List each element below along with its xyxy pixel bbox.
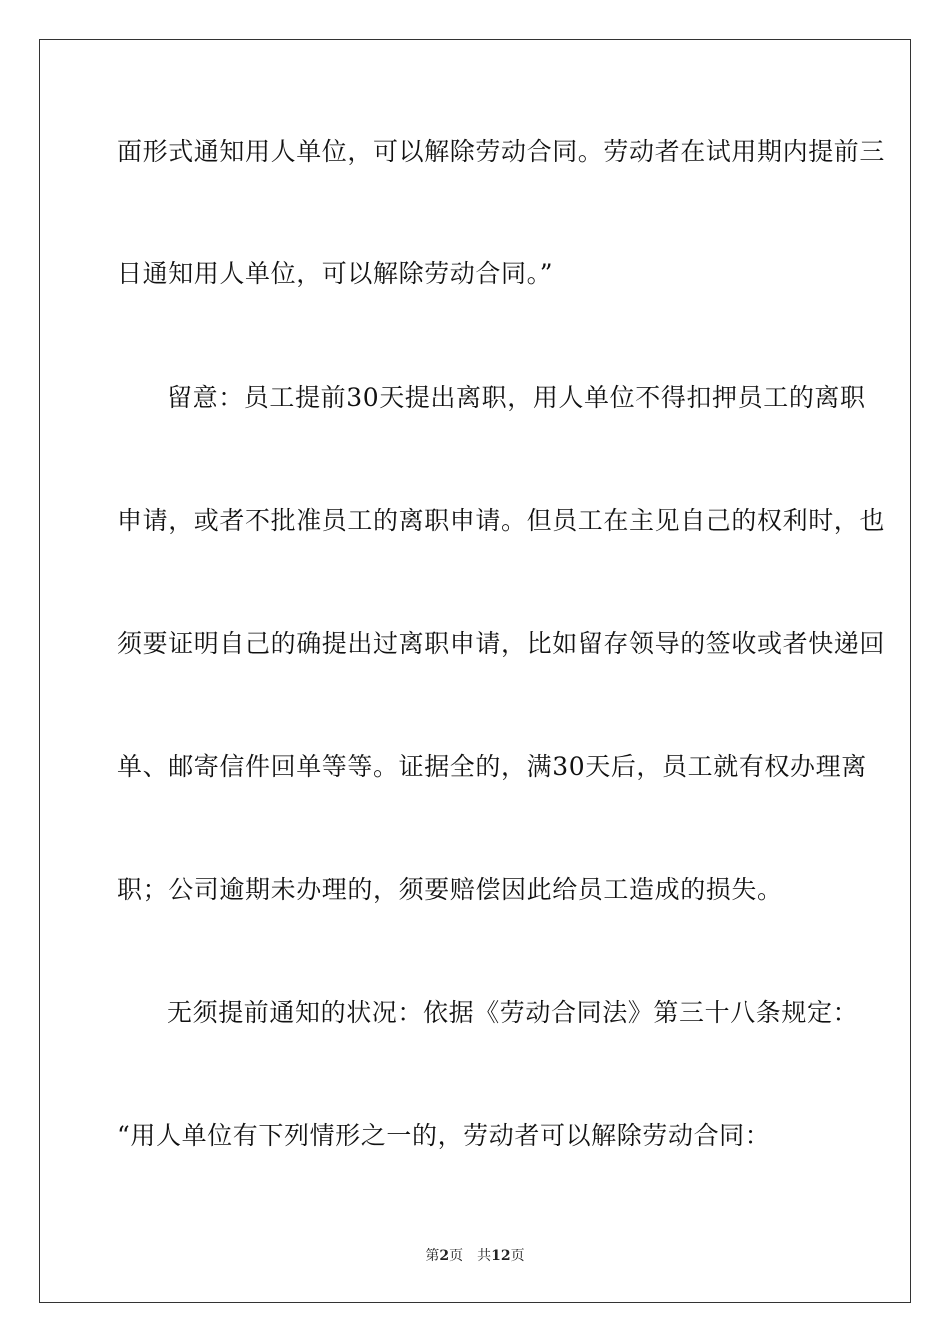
text-line: 面形式通知用人单位，可以解除劳动合同。劳动者在试用期内提前三 (117, 137, 886, 166)
text-line: 职；公司逾期未办理的，须要赔偿因此给员工造成的损失。 (117, 875, 783, 904)
page-number: 第2页 (425, 1248, 464, 1264)
page-footer (0, 1247, 950, 1265)
text-line: 日通知用人单位，可以解除劳动合同。” (117, 259, 554, 288)
text-line: 须要证明自己的确提出过离职申请，比如留存领导的签收或者快递回 (117, 629, 886, 658)
page-frame (39, 39, 911, 1303)
paragraph-start-line: 留意：员工提前30天提出离职，用人单位不得扣押员工的离职 (167, 383, 866, 412)
text-line: “用人单位有下列情形之一的，劳动者可以解除劳动合同： (117, 1121, 771, 1150)
paragraph-start-line: 无须提前通知的状况：依据《劳动合同法》第三十八条规定： (167, 998, 859, 1027)
text-line: 单、邮寄信件回单等等。证据全的，满30天后，员工就有权办理离 (117, 752, 867, 781)
page-total: 共12页 (477, 1248, 525, 1264)
text-line: 申请，或者不批准员工的离职申请。但员工在主见自己的权利时，也 (117, 506, 886, 535)
